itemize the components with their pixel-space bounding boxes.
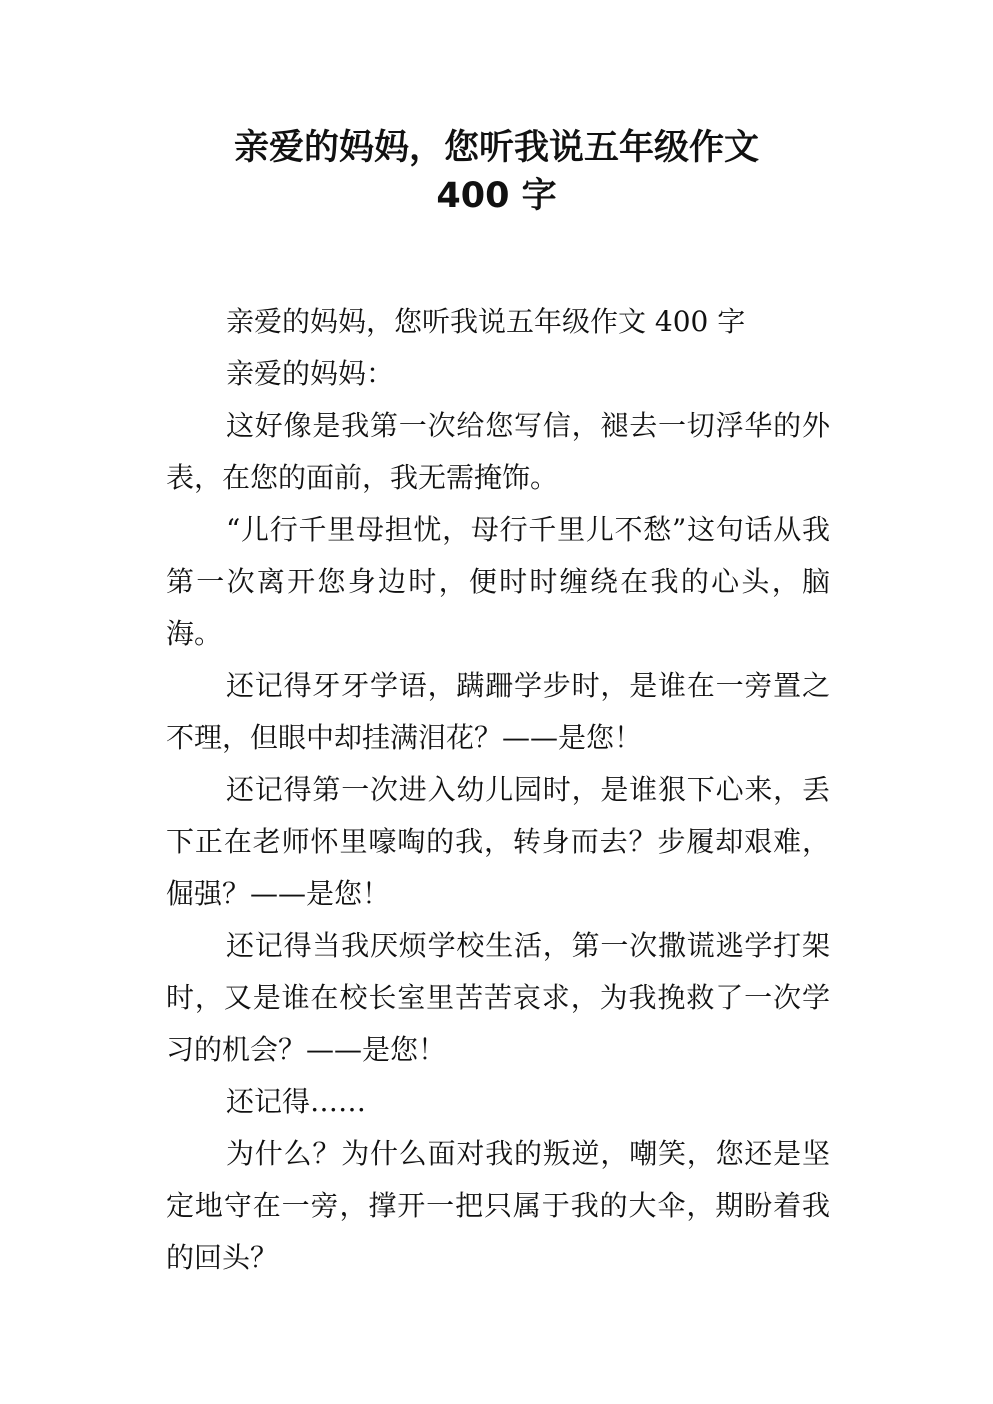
paragraph: 还记得…… xyxy=(226,1085,367,1118)
paragraph: 还记得牙牙学语，蹒跚学步时，是谁在一旁置之不理，但眼中却挂满泪花？——是您！ xyxy=(166,669,830,754)
paragraph: 这好像是我第一次给您写信，褪去一切浮华的外表，在您的面前，我无需掩饰。 xyxy=(166,409,830,494)
paragraph: “儿行千里母担忧，母行千里儿不愁”这句话从我第一次离开您身边时，便时时缠绕在我的心头，脑海。 xyxy=(166,513,830,650)
title-line-2: 400 字 xyxy=(436,176,557,216)
paragraph-salutation: 亲爱的妈妈： xyxy=(226,357,395,390)
document-body xyxy=(166,296,830,1284)
document-title xyxy=(0,124,993,220)
paragraph: 为什么？为什么面对我的叛逆，嘲笑，您还是坚定地守在一旁，撑开一把只属于我的大伞，期盼着我的回头？ xyxy=(166,1137,830,1274)
title-line-1: 亲爱的妈妈，您听我说五年级作文 xyxy=(233,128,759,168)
paragraph: 还记得第一次进入幼儿园时，是谁狠下心来，丢下正在老师怀里嚎啕的我，转身而去？步履却艰难，倔强？——是您！ xyxy=(166,773,830,910)
paragraph-heading: 亲爱的妈妈，您听我说五年级作文 400 字 xyxy=(226,305,746,338)
paragraph: 还记得当我厌烦学校生活，第一次撒谎逃学打架时，又是谁在校长室里苦苦哀求，为我挽救了一次学习的机会？——是您！ xyxy=(166,929,830,1066)
